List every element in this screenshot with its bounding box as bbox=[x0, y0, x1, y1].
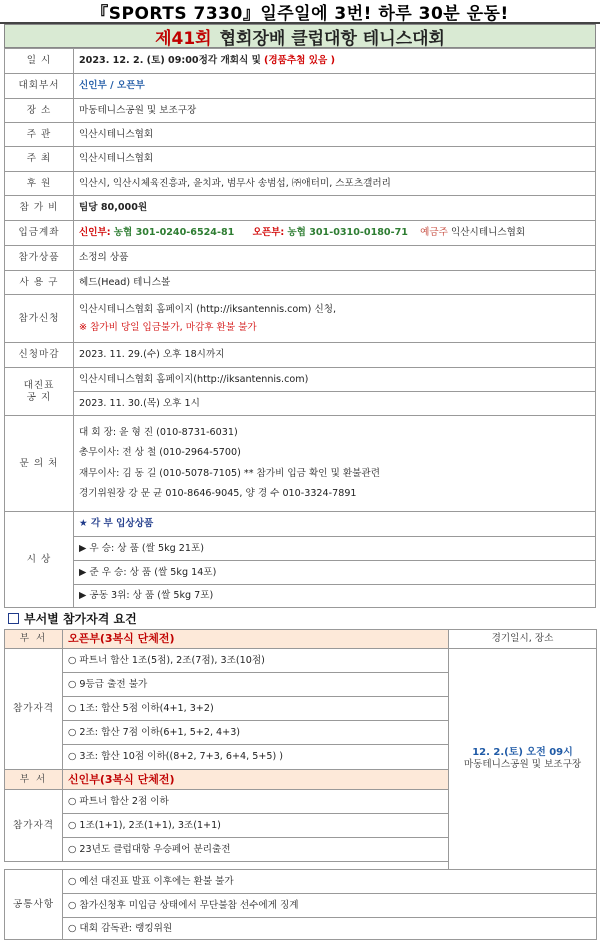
open-dept-label: 부 서 bbox=[5, 630, 63, 649]
ball-value: 헤드(Head) 테니스볼 bbox=[74, 271, 596, 295]
apply-line1: 익산시테니스협회 홈페이지 (http://iksantennis.com) 신청, bbox=[79, 304, 337, 315]
gift-label: 참가상품 bbox=[5, 246, 74, 271]
division-value: 신인부 / 오픈부 bbox=[74, 74, 596, 99]
venue-label: 장 소 bbox=[5, 99, 74, 123]
open-qual-item: ○ 파트너 합산 1조(5점), 2조(7점), 3조(10점) bbox=[63, 649, 449, 673]
apply-value bbox=[74, 295, 596, 343]
account-label: 입금계좌 bbox=[5, 221, 74, 246]
ball-label: 사 용 구 bbox=[5, 271, 74, 295]
rookie-dept-label: 부 서 bbox=[5, 770, 63, 790]
deadline-value: 2023. 11. 29.(수) 오후 18시까지 bbox=[74, 343, 596, 368]
prize-head: ★ 각 부 입상상품 bbox=[74, 512, 596, 537]
fee-value: 팀당 80,000원 bbox=[74, 196, 596, 221]
rookie-qual-item: ○ 1조(1+1), 2조(1+1), 3조(1+1) bbox=[63, 814, 449, 838]
sponsor-label: 후 원 bbox=[5, 172, 74, 196]
qualification-table bbox=[4, 629, 597, 940]
deadline-label: 신청마감 bbox=[5, 343, 74, 368]
rookie-qual-item: ○ 23년도 클럽대항 우승페어 분리출전 bbox=[63, 838, 449, 862]
common-item: ○ 참가신청후 미입금 상태에서 무단불참 선수에게 징계 bbox=[63, 894, 597, 918]
prize-first: ▶ 우 승: 상 품 (쌀 5kg 21포) bbox=[74, 537, 596, 561]
host-label: 주 관 bbox=[5, 123, 74, 147]
contact-president: 대 회 장: 윤 형 진 (010-8731-6031) bbox=[79, 427, 238, 439]
account-value: 신인부: 농협 301-0240-6524-81 오픈부: 농협 301-0310-0180-71 예금주 익산시테니스협회 bbox=[74, 221, 596, 246]
open-qual-item: ○ 9등급 출전 불가 bbox=[63, 673, 449, 697]
draw-label: 대진표 공 지 bbox=[5, 368, 74, 416]
common-label: 공통사항 bbox=[5, 870, 63, 940]
sponsor-value: 익산시, 익산시체육진흥과, 윤치과, 범무사 송범섭, ㈜애터미, 스포츠갤러리 bbox=[74, 172, 596, 196]
title-text: 협회장배 클럽대항 테니스대회 bbox=[219, 28, 445, 49]
prize-second: ▶ 준 우 승: 상 품 (쌀 5kg 14포) bbox=[74, 561, 596, 585]
rookie-qual-item: ○ 파트너 합산 2점 이하 bbox=[63, 790, 449, 814]
fee-label: 참 가 비 bbox=[5, 196, 74, 221]
apply-notice: ※ 참가비 당일 입금불가, 마감후 환불 불가 bbox=[79, 321, 257, 333]
rookie-dept-title: 신인부(3복식 단체전) bbox=[63, 770, 449, 790]
schedule-place: 마동테니스공원 및 보조구장 bbox=[463, 759, 582, 771]
common-item: ○ 예선 대진표 발표 이후에는 환불 불가 bbox=[63, 870, 597, 894]
contact-committee: 경기위원장 강 문 균 010-8646-9045, 양 경 수 010-3324-7891 bbox=[79, 487, 357, 499]
venue-value: 마동테니스공원 및 보조구장 bbox=[74, 99, 596, 123]
date-label: 일 시 bbox=[5, 49, 74, 74]
prize-third: ▶ 공동 3위: 상 품 (쌀 5kg 7포) bbox=[74, 585, 596, 608]
draw-line1: 익산시테니스협회 홈페이지(http://iksantennis.com) bbox=[74, 368, 596, 392]
rookie-qual-label: 참가자격 bbox=[5, 790, 63, 862]
tournament-title bbox=[4, 24, 596, 48]
schedule-time: 12. 2.(토) 오전 09시 bbox=[472, 747, 573, 759]
contact-value bbox=[74, 416, 596, 512]
schedule-cell bbox=[449, 649, 597, 870]
edition-number: 제41회 bbox=[155, 28, 212, 49]
apply-label: 참가신청 bbox=[5, 295, 74, 343]
division-label: 대회부서 bbox=[5, 74, 74, 99]
common-item: ○ 대회 감독관: 랭킹위원 bbox=[63, 918, 597, 940]
prize-label: 시 상 bbox=[5, 512, 74, 608]
open-qual-item: ○ 1조: 합산 5점 이하(4+1, 3+2) bbox=[63, 697, 449, 721]
info-table bbox=[4, 48, 596, 608]
gift-value: 소정의 상품 bbox=[74, 246, 596, 271]
contact-treasurer: 재무이사: 김 동 길 (010-5078-7105) ** 참가비 입금 확인 및 환불관련 bbox=[79, 467, 380, 479]
open-qual-item: ○ 3조: 합산 10점 이하((8+2, 7+3, 6+4, 5+5) ) bbox=[63, 745, 449, 770]
contact-secretary: 총무이사: 전 상 철 (010-2964-5700) bbox=[79, 447, 241, 459]
slogan-banner: 『SPORTS 7330』일주일에 3번! 하루 30분 운동! bbox=[0, 0, 600, 24]
organizer-label: 주 최 bbox=[5, 147, 74, 172]
contact-label: 문 의 처 bbox=[5, 416, 74, 512]
schedule-header: 경기일시, 장소 bbox=[449, 630, 597, 649]
draw-line2: 2023. 11. 30.(목) 오후 1시 bbox=[74, 392, 596, 416]
host-value: 익산시테니스협회 bbox=[74, 123, 596, 147]
open-qual-label: 참가자격 bbox=[5, 649, 63, 770]
date-value: 2023. 12. 2. (토) 09:00정각 개회식 및 (경품추첨 있음 ) bbox=[74, 49, 596, 74]
organizer-value: 익산시테니스협회 bbox=[74, 147, 596, 172]
checkbox-square-icon bbox=[8, 613, 19, 624]
open-qual-item: ○ 2조: 합산 7점 이하(6+1, 5+2, 4+3) bbox=[63, 721, 449, 745]
section-heading bbox=[8, 608, 600, 629]
open-dept-title: 오픈부(3복식 단체전) bbox=[63, 630, 449, 649]
section-heading-text: 부서별 참가자격 요건 bbox=[24, 612, 137, 626]
